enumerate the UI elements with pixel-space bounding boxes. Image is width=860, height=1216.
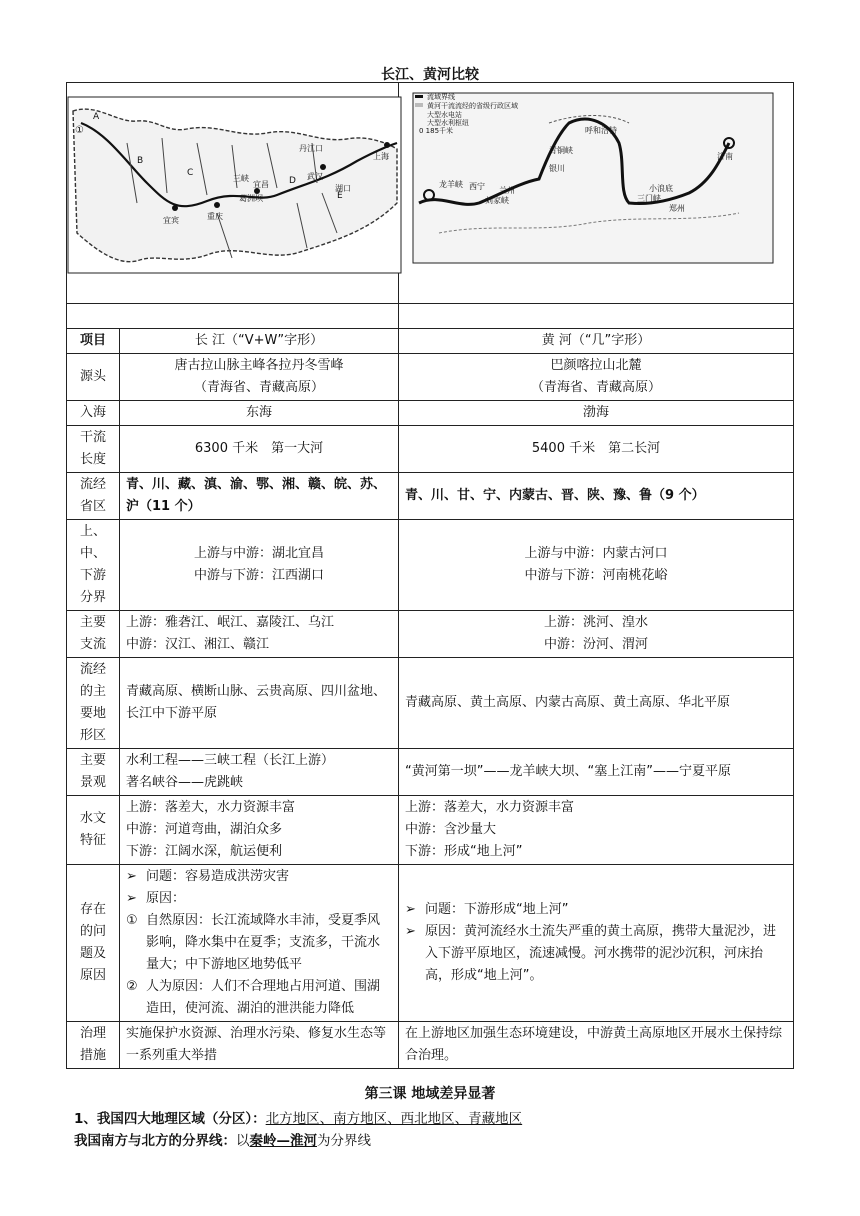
row-label	[67, 611, 120, 658]
cell-changjiang-source	[120, 354, 399, 401]
region-label-a: A	[93, 112, 100, 122]
row-label: 源头	[67, 354, 120, 401]
label-line: 干流	[79, 430, 106, 445]
line: 唐古拉山脉主峰各拉丹冬雪峰	[174, 358, 344, 373]
row-source	[67, 354, 794, 401]
cell-huanghe-scenery: “黄河第一坝”——龙羊峡大坝、“塞上江南”——宁夏平原	[399, 749, 794, 796]
cell-changjiang-sea: 东海	[120, 401, 399, 426]
cell-changjiang-length: 6300 千米 第一大河	[120, 426, 399, 473]
legend-item: 0 185千米	[419, 127, 454, 135]
list-item	[405, 921, 787, 987]
cell-huanghe-sea: 渤海	[399, 401, 794, 426]
row-tributary	[67, 611, 794, 658]
cell-huanghe-source	[399, 354, 794, 401]
label-line: 形区	[79, 728, 106, 743]
region-label-e: E	[337, 191, 343, 201]
legend-item: 大型水利枢纽	[427, 119, 469, 127]
line: 上游：洮河、湟水	[543, 615, 648, 630]
line: 上游与中游：内蒙古河口	[524, 546, 668, 561]
list-item	[126, 910, 392, 976]
label-line: 流经	[79, 662, 106, 677]
boundary-line	[74, 1129, 371, 1149]
row-label	[67, 749, 120, 796]
cell-changjiang-problems	[120, 865, 399, 1022]
list-text: 问题：容易造成洪涝灾害	[146, 869, 290, 884]
place-label: 郑州	[669, 204, 685, 213]
list-text: 问题：下游形成“地上河”	[425, 902, 569, 917]
legend-item: 流域界线	[427, 93, 455, 101]
line: 上游：落差大，水力资源丰富	[126, 800, 296, 815]
cell-changjiang-hydro	[120, 796, 399, 865]
cell-huanghe-terrain: 青藏高原、黄土高原、内蒙古高原、黄土高原、华北平原	[399, 658, 794, 749]
list-item	[126, 888, 392, 910]
region-label-c: C	[187, 168, 194, 178]
label-line: 题及	[79, 946, 106, 961]
row-scenery	[67, 749, 794, 796]
row-label	[67, 796, 120, 865]
arrow-bullet-icon: ➢	[405, 902, 416, 917]
label-line: 省区	[79, 499, 106, 514]
list-text: 原因：	[146, 891, 186, 906]
place-label: 三门峡	[637, 194, 661, 203]
label-line: 支流	[79, 637, 106, 652]
header-row	[67, 329, 794, 354]
line: 中游：汉江、湘江、赣江	[126, 637, 270, 652]
legend-item: 大型水电站	[427, 111, 462, 119]
line: 中游与下游：江西湖口	[193, 568, 324, 583]
list-text: 自然原因：长江流域降水丰沛，受夏季风影响，降水集中在夏季；支流多，干流水量大；中下游地区地势低平	[146, 913, 381, 972]
place-label: 武汉	[307, 172, 323, 181]
legend-item: 黄河干流流经的省级行政区域	[427, 102, 518, 110]
line: （青海省、青藏高原）	[530, 380, 661, 395]
place-label: 呼和浩特	[585, 126, 617, 135]
regions-label: 1、我国四大地理区域（分区）：	[74, 1111, 266, 1127]
place-label: 宜昌	[253, 180, 269, 189]
cell-huanghe-tributary	[399, 611, 794, 658]
row-label	[67, 658, 120, 749]
place-label: 兰州	[499, 186, 515, 195]
label-line: 水文	[79, 811, 106, 826]
line: 上游：雅砻江、岷江、嘉陵江、乌江	[126, 615, 335, 630]
place-label: 小浪底	[649, 184, 673, 193]
row-length	[67, 426, 794, 473]
cell-changjiang-boundary	[120, 520, 399, 611]
regions-line	[74, 1107, 522, 1127]
circled-number-1: ①	[126, 913, 138, 928]
label-line: 景观	[79, 775, 106, 790]
row-problems	[67, 865, 794, 1022]
arrow-bullet-icon: ➢	[126, 891, 137, 906]
row-label	[67, 426, 120, 473]
line: 上游与中游：湖北宜昌	[193, 546, 324, 561]
row-boundary	[67, 520, 794, 611]
line: 中游：河道弯曲，湖泊众多	[126, 822, 283, 837]
list-item	[126, 866, 392, 888]
region-label-d: D	[289, 176, 296, 186]
line: 著名峡谷——虎跳峡	[126, 775, 244, 790]
line: 上游：落差大，水力资源丰富	[405, 800, 575, 815]
huanghe-map-image	[399, 83, 789, 303]
place-label: 银川	[549, 164, 565, 173]
row-label	[67, 520, 120, 611]
label-line: 分界	[79, 590, 106, 605]
label-line: 中、	[79, 546, 106, 561]
place-label: 葛洲坝	[239, 194, 263, 203]
cell-huanghe-length: 5400 千米 第二长河	[399, 426, 794, 473]
cell-huanghe-hydro	[399, 796, 794, 865]
cell-huanghe-provinces: 青、川、甘、宁、内蒙古、晋、陕、豫、鲁（9 个）	[399, 473, 794, 520]
label-line: 流经	[79, 477, 106, 492]
row-terrain	[67, 658, 794, 749]
line: （青海省、青藏高原）	[193, 380, 324, 395]
label-line: 措施	[79, 1048, 106, 1063]
place-label: 青铜峡	[549, 146, 573, 155]
circled-number-2: ②	[126, 979, 138, 994]
row-provinces	[67, 473, 794, 520]
huanghe-map-cell	[399, 83, 794, 304]
list-text: 人为原因：人们不合理地占用河道、围湖造田，使河流、湖泊的泄洪能力降低	[146, 979, 381, 1016]
row-label: 入海	[67, 401, 120, 426]
line: 巴颜喀拉山北麓	[550, 358, 642, 373]
header-changjiang: 长 江（“V+W”字形）	[120, 329, 399, 354]
cell-huanghe-governance: 在上游地区加强生态环境建设，中游黄土高原地区开展水土保持综合治理。	[399, 1022, 794, 1069]
place-label: 丹江口	[299, 144, 323, 153]
changjiang-map-image	[67, 83, 403, 303]
label-line: 治理	[79, 1026, 106, 1041]
blank-row	[67, 304, 794, 329]
row-hydro	[67, 796, 794, 865]
cell-changjiang-scenery	[120, 749, 399, 796]
arrow-bullet-icon: ➢	[126, 869, 137, 884]
label-line: 要地	[79, 706, 106, 721]
label-line: 存在	[79, 902, 106, 917]
place-label: 西宁	[469, 182, 485, 191]
place-label: 上海	[373, 152, 389, 161]
comparison-table	[66, 82, 794, 1069]
label-line: 特征	[79, 833, 106, 848]
row-label	[67, 1022, 120, 1069]
header-huanghe: 黄 河（“几”字形）	[399, 329, 794, 354]
boundary-label: 我国南方与北方的分界线：	[74, 1133, 236, 1149]
cell-huanghe-problems	[399, 865, 794, 1022]
place-label: 济南	[717, 152, 733, 161]
label-line: 的问	[79, 924, 106, 939]
place-label: 三峡	[233, 174, 249, 183]
line: 下游：江阔水深，航运便利	[126, 844, 283, 859]
cell-huanghe-boundary	[399, 520, 794, 611]
label-line: 的主	[79, 684, 106, 699]
boundary-post: 为分界线	[317, 1133, 371, 1149]
cell-changjiang-terrain: 青藏高原、横断山脉、云贵高原、四川盆地、长江中下游平原	[120, 658, 399, 749]
place-label: 湖口	[335, 184, 351, 193]
map-circle-label: ①	[75, 125, 84, 136]
line: 水利工程——三峡工程（长江上游）	[126, 753, 335, 768]
region-label-b: B	[137, 156, 144, 166]
changjiang-map	[67, 83, 398, 303]
header-item: 项目	[67, 329, 120, 354]
cell-changjiang-tributary	[120, 611, 399, 658]
page-title: 长江、黄河比较	[381, 67, 479, 83]
row-governance	[67, 1022, 794, 1069]
arrow-bullet-icon: ➢	[405, 924, 416, 939]
changjiang-map-cell	[67, 83, 399, 304]
place-label: 龙羊峡	[439, 180, 463, 189]
huanghe-map	[399, 83, 793, 303]
map-row	[67, 83, 794, 304]
place-label: 宜宾	[163, 216, 179, 225]
place-label: 重庆	[207, 212, 223, 221]
boundary-key: 秦岭—淮河	[249, 1133, 317, 1149]
cell-changjiang-governance: 实施保护水资源、治理水污染、修复水生态等一系列重大举措	[120, 1022, 399, 1069]
list-text: 原因：黄河流经水土流失严重的黄土高原，携带大量泥沙，进入下游平原地区，流速减慢。河水携带的泥沙沉积，河床抬高，形成“地上河”。	[425, 924, 777, 983]
lesson-heading: 第三课 地域差异显著	[364, 1086, 496, 1102]
label-line: 原因	[79, 968, 106, 983]
regions-value: 北方地区、南方地区、西北地区、青藏地区	[265, 1111, 523, 1127]
boundary-pre: 以	[236, 1133, 250, 1149]
cell-changjiang-provinces: 青、川、藏、滇、渝、鄂、湘、赣、皖、苏、沪（11 个）	[120, 473, 399, 520]
line: 中游与下游：河南桃花峪	[524, 568, 668, 583]
label-line: 下游	[79, 568, 106, 583]
label-line: 长度	[79, 452, 106, 467]
label-line: 主要	[79, 615, 106, 630]
list-item	[126, 976, 392, 1020]
row-label	[67, 473, 120, 520]
place-label: 刘家峡	[485, 196, 509, 205]
row-sea	[67, 401, 794, 426]
line: 下游：形成“地上河”	[405, 844, 523, 859]
label-line: 上、	[79, 524, 106, 539]
label-line: 主要	[79, 753, 106, 768]
line: 中游：汾河、渭河	[543, 637, 648, 652]
line: 中游：含沙量大	[405, 822, 497, 837]
list-item	[405, 899, 787, 921]
row-label	[67, 865, 120, 1022]
